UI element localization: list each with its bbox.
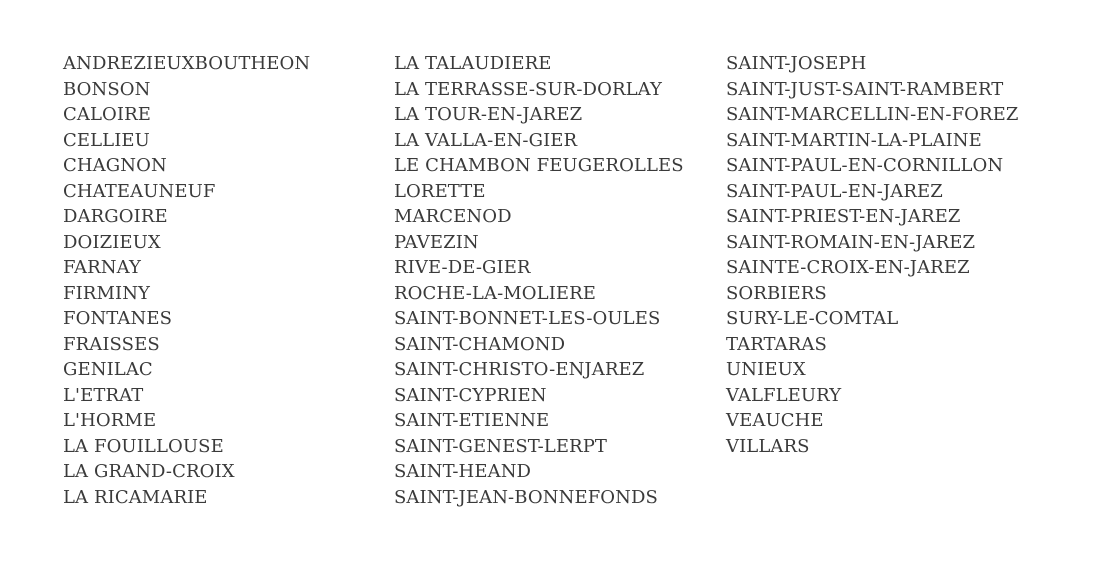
commune-name: SAINT-JUST-SAINT-RAMBERT (726, 78, 1004, 100)
commune-name: CALOIRE (63, 104, 151, 125)
commune-name: CHATEAUNEUF (63, 180, 216, 202)
commune-name: SAINT-PAUL-EN-JAREZ (726, 180, 943, 202)
commune-name: LA TERRASSE-SUR-DORLAY (394, 78, 663, 100)
commune-name: GENILAC (63, 359, 153, 380)
commune-name: BONSON (63, 78, 151, 100)
commune-column-1 (63, 51, 310, 510)
commune-name: LORETTE (394, 180, 486, 202)
commune-name: L'HORME (63, 410, 157, 431)
commune-name: ANDREZIEUXBOUTHEON (63, 53, 311, 74)
commune-name: SAINT-CYPRIEN (394, 384, 547, 406)
commune-name: DARGOIRE (63, 206, 168, 227)
commune-name: SAINT-JOSEPH (726, 53, 867, 74)
commune-name: FARNAY (63, 257, 141, 278)
commune-name: SURY-LE-COMTAL (726, 308, 899, 329)
commune-name: SAINT-JEAN-BONNEFONDS (394, 486, 658, 508)
commune-column-3 (726, 51, 1019, 459)
commune-name: SAINT-PRIEST-EN-JAREZ (726, 206, 961, 227)
commune-name: TARTARAS (726, 333, 827, 355)
commune-name: SAINT-MARCELLIN-EN-FOREZ (726, 104, 1019, 125)
commune-name: VILLARS (726, 435, 810, 457)
commune-name: SAINT-CHAMOND (394, 333, 566, 355)
commune-name: SAINTE-CROIX-EN-JAREZ (726, 257, 970, 278)
commune-name: SAINT-ETIENNE (394, 410, 550, 431)
commune-column-2 (394, 51, 684, 510)
commune-name: LA GRAND-CROIX (63, 461, 235, 482)
commune-name: SAINT-BONNET-LES-OULES (394, 308, 661, 329)
commune-name: VALFLEURY (726, 384, 842, 406)
commune-name: PAVEZIN (394, 231, 479, 253)
commune-name: DOIZIEUX (63, 231, 161, 253)
commune-name: FIRMINY (63, 282, 151, 304)
commune-name: SORBIERS (726, 282, 827, 304)
commune-name: UNIEUX (726, 359, 806, 380)
commune-name: FRAISSES (63, 333, 160, 355)
commune-name: LE CHAMBON FEUGEROLLES (394, 155, 684, 176)
commune-name: SAINT-CHRISTO-ENJAREZ (394, 359, 645, 380)
commune-name: LA TOUR-EN-JAREZ (394, 104, 583, 125)
commune-name: MARCENOD (394, 206, 512, 227)
commune-name: LA RICAMARIE (63, 486, 208, 508)
commune-name: FONTANES (63, 308, 173, 329)
commune-name: LA VALLA-EN-GIER (394, 129, 578, 151)
commune-name: SAINT-PAUL-EN-CORNILLON (726, 155, 1004, 176)
commune-name: SAINT-MARTIN-LA-PLAINE (726, 129, 982, 151)
commune-name: SAINT-HEAND (394, 461, 532, 482)
commune-name: L'ETRAT (63, 384, 144, 406)
commune-name: SAINT-ROMAIN-EN-JAREZ (726, 231, 976, 253)
commune-name: LA TALAUDIERE (394, 53, 552, 74)
commune-name: CHAGNON (63, 155, 167, 176)
commune-name: ROCHE-LA-MOLIERE (394, 282, 597, 304)
commune-name: CELLIEU (63, 129, 150, 151)
commune-name: RIVE-DE-GIER (394, 257, 531, 278)
commune-name: LA FOUILLOUSE (63, 435, 224, 457)
commune-name: SAINT-GENEST-LERPT (394, 435, 608, 457)
commune-name: VEAUCHE (726, 410, 824, 431)
